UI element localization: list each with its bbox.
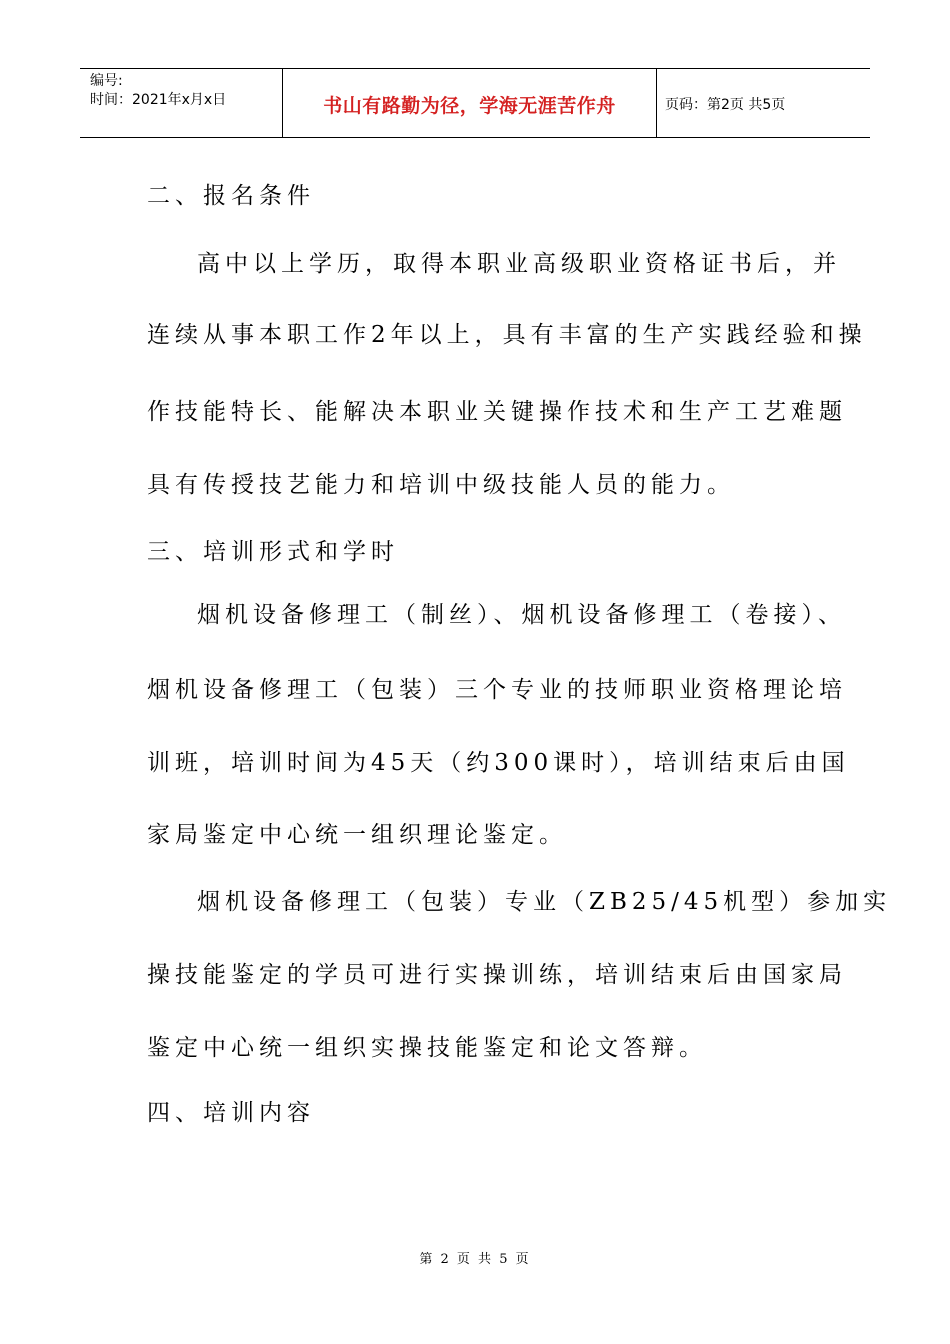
paragraph-line: 烟机设备修理工（包装）专业（ZB25/45机型）参加实 xyxy=(197,889,892,915)
page-footer: 第 2 页 共 5 页 xyxy=(419,1252,531,1267)
section-heading-registration: 二、报名条件 xyxy=(147,183,315,209)
paragraph-line: 烟机设备修理工（制丝）、烟机设备修理工（卷接）、 xyxy=(197,602,846,628)
document-time-label: 时间：2021年x月x日 xyxy=(90,92,227,108)
section-heading-training-form: 三、培训形式和学时 xyxy=(147,539,399,565)
document-header xyxy=(80,68,870,138)
paragraph-line: 连续从事本职工作2年以上，具有丰富的生产实践经验和操 xyxy=(147,322,867,348)
header-meta-cell xyxy=(80,69,283,137)
header-motto: 书山有路勤为径，学海无涯苦作舟 xyxy=(323,95,616,117)
section-heading-training-content: 四、培训内容 xyxy=(147,1100,315,1126)
header-page-cell xyxy=(657,69,870,137)
paragraph-line: 训班，培训时间为45天（约300课时），培训结束后由国 xyxy=(147,750,850,776)
paragraph-line: 具有传授技艺能力和培训中级技能人员的能力。 xyxy=(147,472,735,498)
paragraph-line: 作技能特长、能解决本职业关键操作技术和生产工艺难题 xyxy=(147,399,847,425)
paragraph-line: 烟机设备修理工（包装）三个专业的技师职业资格理论培 xyxy=(147,677,847,703)
header-page-label: 页码：第2页 共5页 xyxy=(665,97,786,113)
paragraph-line: 操技能鉴定的学员可进行实操训练，培训结束后由国家局 xyxy=(147,962,847,988)
paragraph-line: 鉴定中心统一组织实操技能鉴定和论文答辩。 xyxy=(147,1035,707,1061)
document-number-label: 编号: xyxy=(90,73,123,89)
paragraph-line: 高中以上学历，取得本职业高级职业资格证书后，并 xyxy=(197,251,841,277)
header-motto-cell xyxy=(283,69,657,137)
paragraph-line: 家局鉴定中心统一组织理论鉴定。 xyxy=(147,822,567,848)
